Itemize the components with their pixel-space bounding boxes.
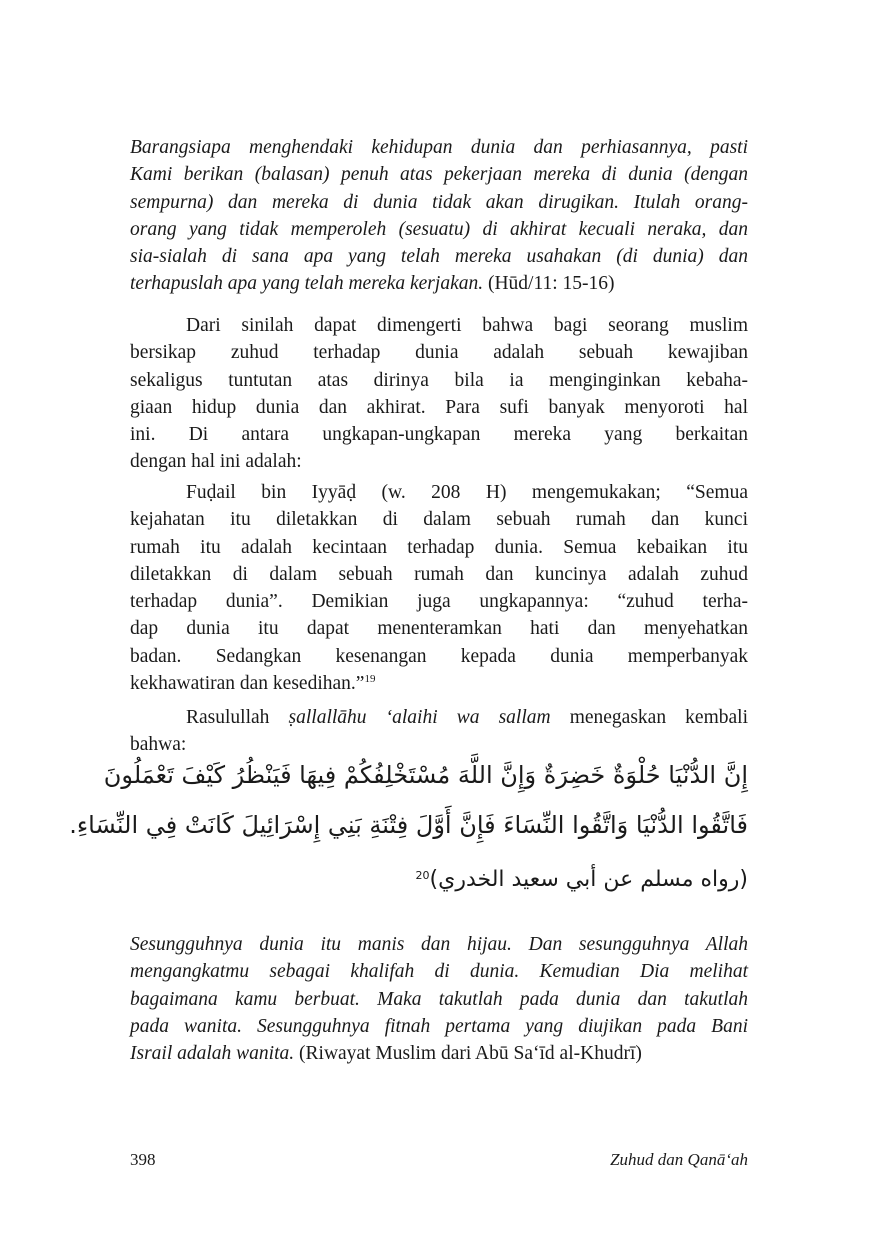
text-segment: rumah itu adalah kecintaan terhadap dunia. Semua kebaikan itu [130,536,748,558]
text-line [130,561,748,588]
text-segment: terhapuslah apa yang telah mereka kerjakan. [130,273,484,295]
text-line [130,339,748,366]
text-line [130,704,748,731]
text-segment: menegaskan kembali [550,707,748,728]
text-segment: Rasulullah [186,707,289,728]
page-number: 398 [130,1150,156,1169]
text-line [130,448,748,475]
paragraph-zuhud-obligation [130,312,748,476]
text-line [130,588,748,615]
text-line [130,1013,748,1040]
text-line [130,615,748,642]
text-line [130,421,748,448]
text-segment: Kami berikan (balasan) penuh atas pekerjaan mereka di dunia (dengan [130,164,748,186]
text-line [130,216,748,243]
text-segment: ini. Di antara ungkapan-ungkapan mereka yang berkaitan [130,424,748,446]
text-line [130,367,748,394]
arabic-hadith-line-1: إِنَّ الدُّنْيَا حُلْوَةٌ خَضِرَةٌ وَإِنَّ اللَّهَ مُسْتَخْلِفُكُمْ فِيهَا فَيَنْظُرُ كَيْفَ تَعْمَلُونَ [103,761,748,789]
text-segment: (Riwayat Muslim dari Abū Sa‘īd al-Khudrī) [294,1043,642,1065]
text-segment: sempurna) dan mereka di dunia tidak akan dirugikan. Itulah orang- [130,191,748,213]
text-line [130,270,748,297]
text-segment: Sesungguhnya dunia itu manis dan hijau. Dan sesungguhnya Allah [130,934,748,955]
text-segment: ṣallallāhu ‘alaihi wa sallam [288,707,551,728]
running-title: Zuhud dan Qanā‘ah [610,1150,748,1169]
text-line [130,643,748,670]
text-segment: pada wanita. Sesungguhnya fitnah pertama yang diujikan pada Bani [130,1015,748,1037]
quran-translation [130,134,748,298]
footnote-marker-20: 20 [415,869,430,882]
text-segment: kekhawatiran dan kesedihan.” [130,673,365,695]
text-segment: bagaimana kamu berbuat. Maka takutlah pada dunia dan takutlah [130,988,748,1010]
text-line [130,1040,748,1067]
text-segment: giaan hidup dunia dan akhirat. Para sufi banyak menyoroti hal [130,396,748,418]
text-segment: orang yang tidak memperoleh (sesuatu) di akhirat kecuali neraka, dan [130,218,748,240]
text-segment: kejahatan itu diletakkan di dalam sebuah rumah dan kunci [130,509,748,531]
text-line [130,161,748,188]
paragraph-fudail-quote [130,479,748,697]
footnote-marker: 19 [364,673,376,686]
hadith-translation [130,931,748,1067]
text-line [130,189,748,216]
text-line [130,506,748,533]
text-line [130,312,748,339]
text-segment: Israil adalah wanita. [130,1043,295,1065]
text-segment: sekaligus tuntutan atas dirinya bila ia menginginkan kebaha- [130,369,748,391]
text-line [130,958,748,985]
text-line [130,243,748,270]
text-line [130,134,748,161]
text-segment: dengan hal ini adalah: [130,451,302,473]
arabic-hadith-line-2: فَاتَّقُوا الدُّنْيَا وَاتَّقُوا النِّسَاءَ فَإِنَّ أَوَّلَ فِتْنَةِ بَنِي إِسْرَائِيلَ كَانَتْ فِي النِّسَاءِ. [69,811,748,839]
text-segment: diletakkan di dalam sebuah rumah dan kuncinya adalah zuhud [130,563,748,585]
text-line [130,479,748,506]
text-segment: Fuḍail bin Iyyāḍ (w. 208 H) mengemukakan; “Semua [186,482,748,503]
text-line [130,931,748,958]
page-footer [130,1150,748,1170]
text-segment: Dari sinilah dapat dimengerti bahwa bagi seorang muslim [186,315,748,336]
text-segment: Barangsiapa menghendaki kehidupan dunia dan perhiasannya, pasti [130,137,748,158]
text-segment: dap dunia itu dapat menenteramkan hati dan menyehatkan [130,618,748,640]
text-segment: mengangkatmu sebagai khalifah di dunia. Kemudian Dia melihat [130,961,748,983]
text-segment: badan. Sedangkan kesenangan kepada dunia memperbanyak [130,645,748,667]
text-line [130,670,748,697]
text-segment: terhadap dunia”. Demikian juga ungkapannya: “zuhud terha- [130,591,748,613]
text-line [130,534,748,561]
text-line [130,986,748,1013]
arabic-hadith-reference [130,855,748,905]
text-segment: (Hūd/11: 15-16) [483,273,615,295]
text-line [130,394,748,421]
text-segment: sia-sialah di sana apa yang telah mereka usahakan (di dunia) dan [130,246,748,268]
text-segment: bersikap zuhud terhadap dunia adalah sebuah kewajiban [130,342,748,364]
text-segment: bahwa: [130,734,187,756]
arabic-reference-text: (رواه مسلم عن أبي سعيد الخدري) [429,867,748,892]
